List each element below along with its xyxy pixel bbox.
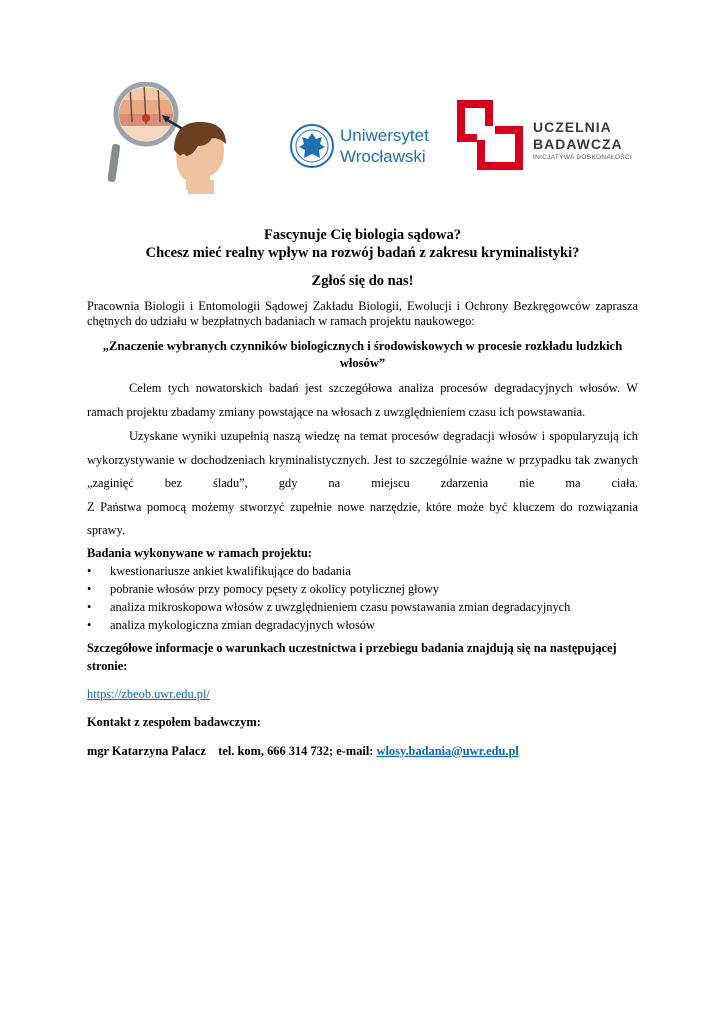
website-link[interactable]: https://zbeob.uwr.edu.pl/ [87, 686, 210, 701]
research-logo-line3: INICJATYWA DOSKONAŁOŚCI [533, 154, 632, 161]
research-list-heading: Badania wykonywane w ramach projektu: [87, 545, 312, 560]
document-body [87, 226, 638, 760]
university-emblem-icon [289, 121, 335, 171]
bullet-icon: • [87, 617, 92, 632]
forensic-hair-illustration [106, 82, 226, 194]
research-logo-line1: UCZELNIA [533, 119, 612, 135]
heading-line2: Chcesz mieć realny wpływ na rozwój badań z zakresu kryminalistyki? [145, 245, 580, 261]
project-title: „Znaczenie wybranych czynników biologicznych i środowiskowych w procesie rozkładu ludzkich włosów” [102, 339, 623, 370]
heading-line1: Fascynuje Cię biologia sądowa? [264, 227, 461, 243]
heading-call-to-action: Zgłoś się do nas! [311, 273, 414, 289]
university-name-line1: Uniwersytet [340, 126, 429, 145]
list-item: • kwestionariusze ankiet kwalifikujące do badania [87, 563, 351, 578]
research-list [87, 562, 638, 634]
info-text: Szczegółowe informacje o warunkach uczestnictwa i przebiegu badania znajdują się na następującej stronie: [87, 640, 617, 673]
intro-paragraph: Pracownia Biologii i Entomologii Sądowej Zakładu Biologii, Ewolucji i Ochrony Bezkręgowców zaprasza chętnych do udziału w bezpłatnych badaniach w ramach projektu naukowego: [87, 299, 638, 328]
header-logos [0, 0, 724, 200]
bullet-icon: • [87, 599, 92, 614]
university-logo [289, 121, 439, 171]
paragraph-help: Z Państwa pomocą możemy stworzyć zupełnie nowe narzędzie, które może być kluczem do rozwiązania sprawy. [87, 499, 638, 537]
university-name-line2: Wrocławski [340, 147, 426, 166]
contact-phone: tel. kom, 666 314 732; e-mail: [218, 743, 374, 758]
contact-email-link[interactable]: wlosy.badania@uwr.edu.pl [376, 743, 519, 758]
list-item: • analiza mikroskopowa włosów z uwzględnieniem czasu powstawania zmian degradacyjnych [87, 599, 571, 614]
contact-heading: Kontakt z zespołem badawczym: [87, 714, 261, 729]
list-item: • pobranie włosów przy pomocy pęsety z okolicy potylicznej głowy [87, 581, 439, 596]
bullet-icon: • [87, 563, 92, 578]
contact-name: mgr Katarzyna Palacz [87, 743, 206, 758]
contact-line [87, 742, 638, 760]
paragraph-results: Uzyskane wyniki uzupełnią naszą wiedzę na temat procesów degradacji włosów i spopularyzują ich wykorzystywanie w dochodzeniach kryminalistycznych. Jest to szczególnie ważne w przypadku tak zwanych „zaginięć bez śladu”, gdy na miejscu zdarzenia nie ma ciała. [87, 429, 638, 490]
bullet-icon: • [87, 581, 92, 596]
research-university-logo [455, 100, 635, 175]
research-university-emblem-icon [455, 100, 527, 175]
list-item: • analiza mykologiczna zmian degradacyjnych włosów [87, 617, 375, 632]
paragraph-goal: Celem tych nowatorskich badań jest szczegółowa analiza procesów degradacyjnych włosów. W ramach projektu zbadamy zmiany powstające na włosach z uwzględnieniem czasu ich powstawania. [87, 381, 638, 419]
research-logo-line2: BADAWCZA [533, 136, 623, 152]
